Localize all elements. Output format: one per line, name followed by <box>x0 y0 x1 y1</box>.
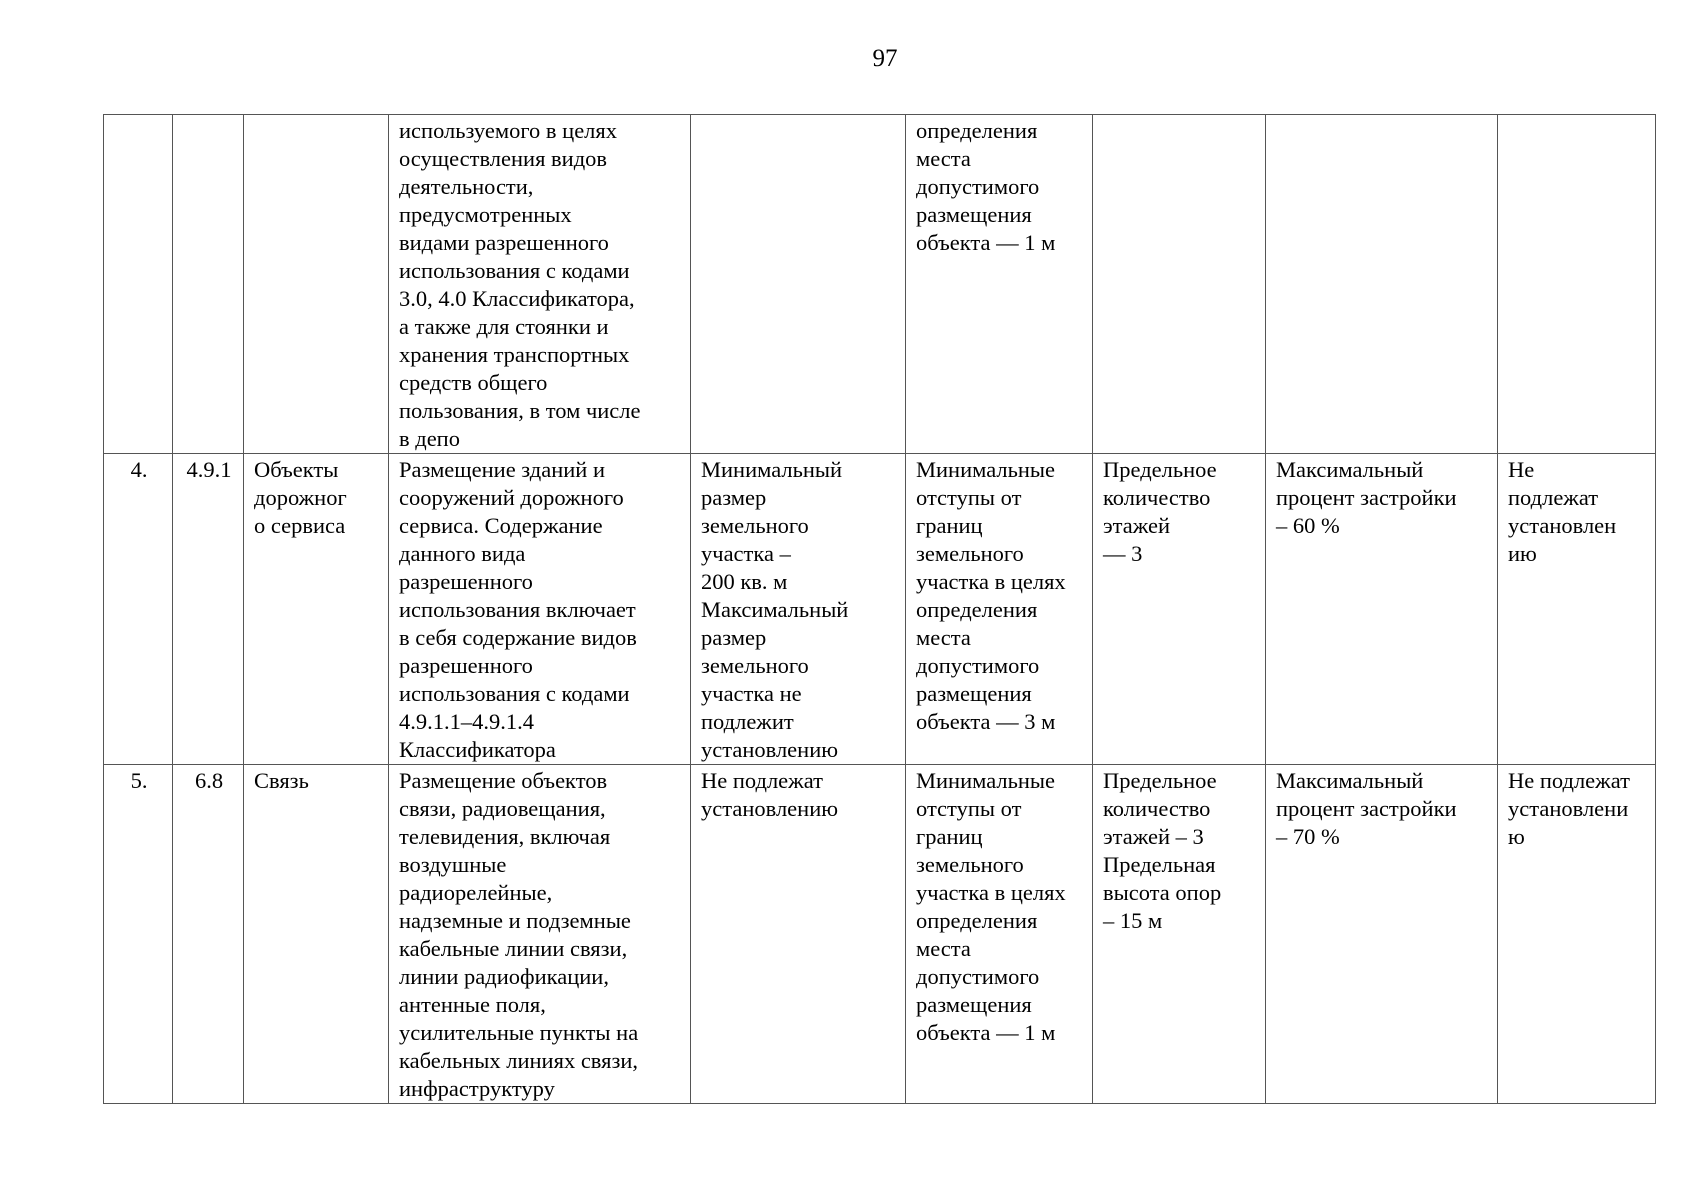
cell-name: Объекты дорожног о сервиса <box>244 454 389 765</box>
page-number: 97 <box>872 45 898 72</box>
cell-number: 5. <box>104 765 173 1104</box>
table-row <box>104 115 1656 454</box>
cell-coverage: Максимальный процент застройки – 70 % <box>1266 765 1498 1104</box>
table-row <box>104 765 1656 1104</box>
cell-other: Не подлежат установлени ю <box>1498 765 1656 1104</box>
table-row <box>104 454 1656 765</box>
cell-description: используемого в целях осуществления видов деятельности, предусмотренных видами разрешенного использования с кодами 3.0, 4.0 Классификатора, а также для стоянки и хранения транспортных средств общего пользования, в том числе в депо <box>389 115 691 454</box>
cell-other: Не подлежат установлен ию <box>1498 454 1656 765</box>
cell-plot-size: Не подлежат установлению <box>691 765 906 1104</box>
cell-plot-size: Минимальный размер земельного участка – 200 кв. м Максимальный размер земельного участка не подлежит установлению <box>691 454 906 765</box>
cell-coverage <box>1266 115 1498 454</box>
cell-floors: Предельное количество этажей — 3 <box>1093 454 1266 765</box>
cell-other <box>1498 115 1656 454</box>
cell-name <box>244 115 389 454</box>
cell-number <box>104 115 173 454</box>
cell-code <box>173 115 244 454</box>
cell-coverage: Максимальный процент застройки – 60 % <box>1266 454 1498 765</box>
cell-code: 6.8 <box>173 765 244 1104</box>
land-use-regulations-table <box>103 114 1656 1104</box>
cell-description: Размещение объектов связи, радиовещания, телевидения, включая воздушные радиорелейные, надземные и подземные кабельные линии связи, линии радиофикации, антенные поля, усилительные пункты на кабельных линиях связи, инфраструктуру <box>389 765 691 1104</box>
cell-setbacks: определения места допустимого размещения объекта — 1 м <box>906 115 1093 454</box>
cell-name: Связь <box>244 765 389 1104</box>
cell-code: 4.9.1 <box>173 454 244 765</box>
cell-setbacks: Минимальные отступы от границ земельного участка в целях определения места допустимого размещения объекта — 1 м <box>906 765 1093 1104</box>
cell-floors: Предельное количество этажей – 3 Предельная высота опор – 15 м <box>1093 765 1266 1104</box>
cell-setbacks: Минимальные отступы от границ земельного участка в целях определения места допустимого размещения объекта — 3 м <box>906 454 1093 765</box>
cell-plot-size <box>691 115 906 454</box>
cell-number: 4. <box>104 454 173 765</box>
cell-floors <box>1093 115 1266 454</box>
cell-description: Размещение зданий и сооружений дорожного сервиса. Содержание данного вида разрешенного использования включает в себя содержание видов разрешенного использования с кодами 4.9.1.1–4.9.1.4 Классификатора <box>389 454 691 765</box>
